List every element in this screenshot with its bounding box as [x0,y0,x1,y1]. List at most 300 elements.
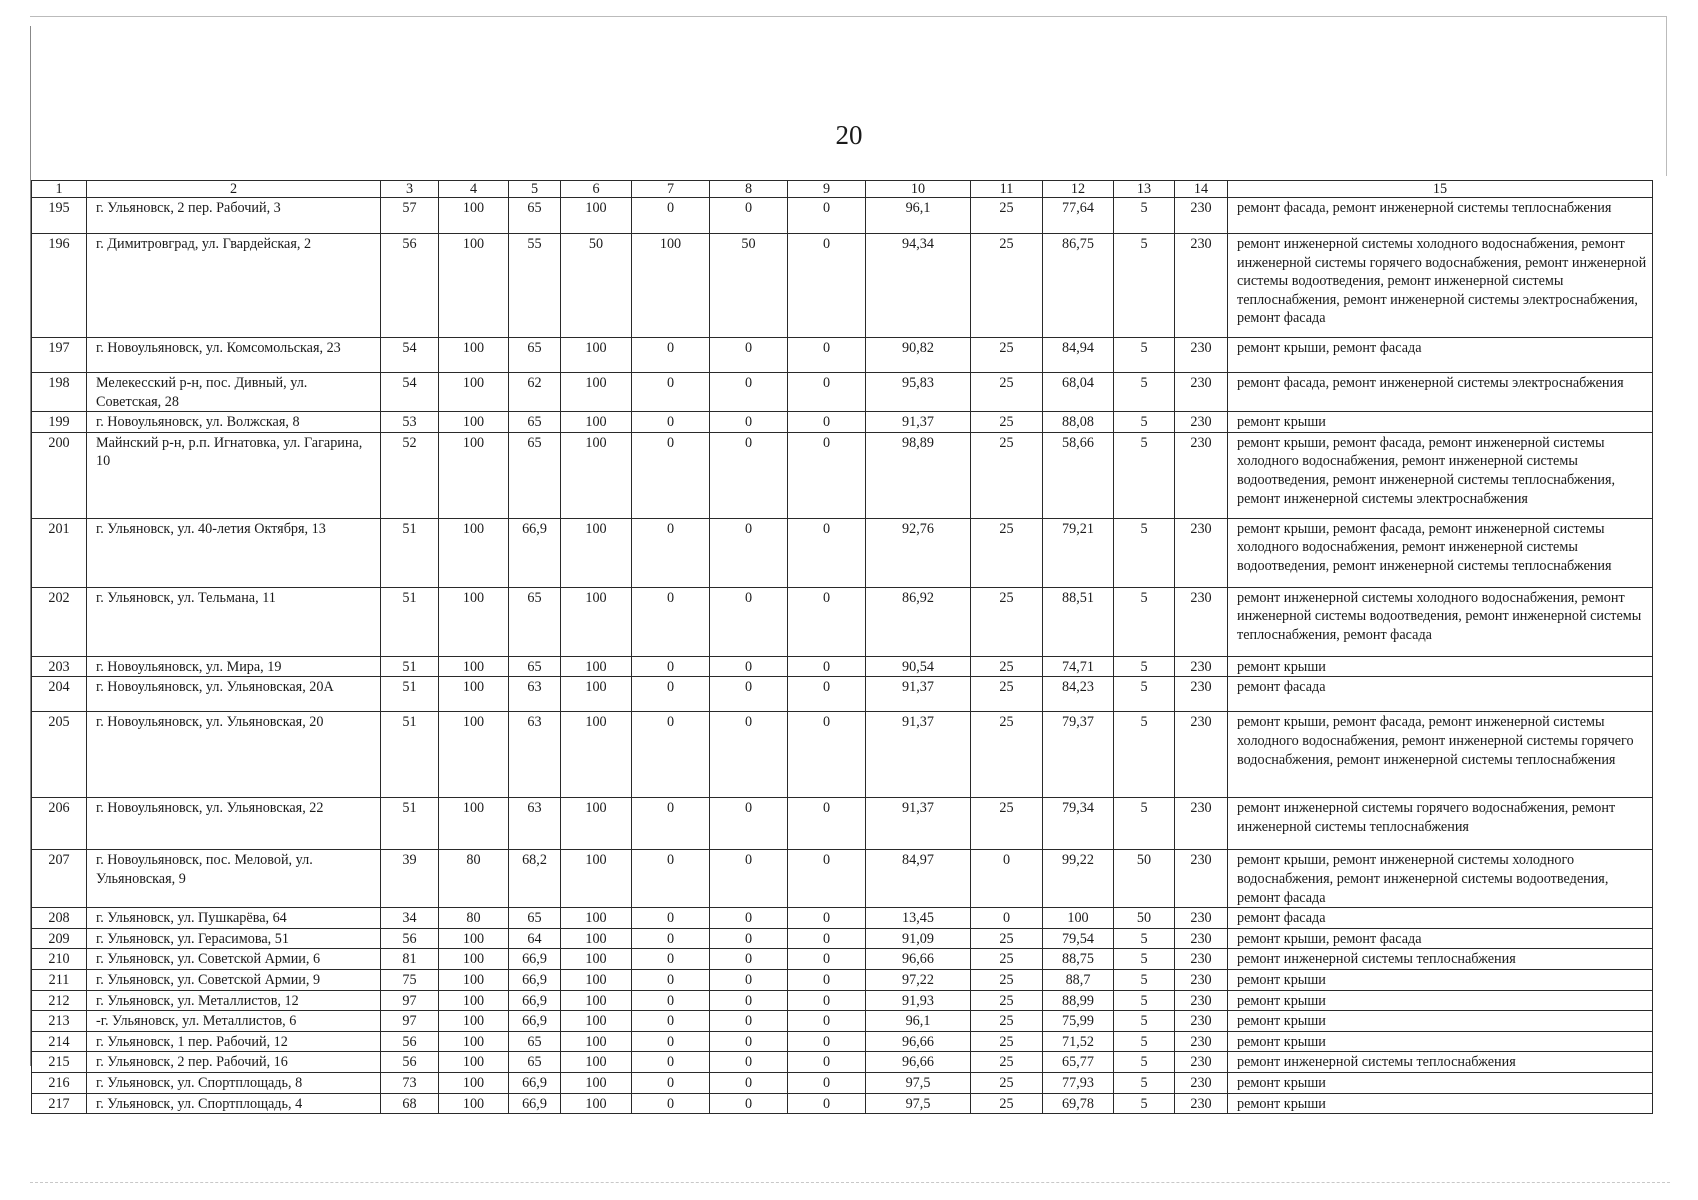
value-col-6: 100 [561,412,632,433]
value-col-10: 91,37 [866,798,971,850]
value-col-12: 88,08 [1043,412,1114,433]
value-col-4: 100 [439,1072,509,1093]
value-col-5: 65 [509,587,561,656]
value-col-9: 0 [788,338,866,373]
header-col-3: 3 [381,181,439,198]
works-cell: ремонт крыши [1228,1031,1653,1052]
value-col-13: 5 [1114,1072,1175,1093]
value-col-5: 66,9 [509,518,561,587]
value-col-7: 0 [632,1052,710,1073]
value-col-8: 0 [710,1031,788,1052]
value-col-14: 230 [1175,908,1228,929]
works-cell: ремонт крыши [1228,1072,1653,1093]
value-col-8: 0 [710,798,788,850]
value-col-5: 66,9 [509,949,561,970]
value-col-5: 55 [509,234,561,338]
value-col-6: 100 [561,373,632,412]
value-col-6: 100 [561,198,632,234]
housing-repair-table [31,180,1653,1114]
value-col-12: 65,77 [1043,1052,1114,1073]
header-col-8: 8 [710,181,788,198]
value-col-12: 79,37 [1043,712,1114,798]
value-col-8: 0 [710,1093,788,1114]
value-col-13: 5 [1114,1052,1175,1073]
table-header [32,181,1653,198]
value-col-11: 25 [971,798,1043,850]
value-col-5: 66,9 [509,1011,561,1032]
value-col-13: 5 [1114,1011,1175,1032]
value-col-3: 75 [381,969,439,990]
value-col-7: 0 [632,990,710,1011]
address-cell: г. Димитровград, ул. Гвардейская, 2 [87,234,381,338]
value-col-4: 100 [439,1093,509,1114]
value-col-9: 0 [788,234,866,338]
header-col-1: 1 [32,181,87,198]
address-cell: г. Ульяновск, ул. Металлистов, 12 [87,990,381,1011]
value-col-14: 230 [1175,928,1228,949]
value-col-11: 25 [971,587,1043,656]
value-col-13: 5 [1114,432,1175,518]
value-col-14: 230 [1175,798,1228,850]
row-number: 211 [32,969,87,990]
works-cell: ремонт инженерной системы холодного водоснабжения, ремонт инженерной системы горячего водоснабжения, ремонт инженерной системы водоотведения, ремонт инженерной системы теплоснабжения, ремонт инженерной системы электроснабжения, ремонт фасада [1228,234,1653,338]
page-top-rule [30,16,1666,17]
address-cell: Мелекесский р-н, пос. Дивный, ул. Советская, 28 [87,373,381,412]
value-col-4: 100 [439,412,509,433]
value-col-10: 13,45 [866,908,971,929]
value-col-8: 0 [710,338,788,373]
value-col-9: 0 [788,969,866,990]
row-number: 214 [32,1031,87,1052]
value-col-12: 75,99 [1043,1011,1114,1032]
value-col-4: 100 [439,373,509,412]
row-number: 215 [32,1052,87,1073]
table-row [32,1072,1653,1093]
works-cell: ремонт крыши, ремонт фасада, ремонт инженерной системы холодного водоснабжения, ремонт инженерной системы водоотведения, ремонт инженерной системы теплоснабжения [1228,518,1653,587]
value-col-3: 51 [381,712,439,798]
header-col-14: 14 [1175,181,1228,198]
value-col-11: 0 [971,850,1043,908]
value-col-12: 77,64 [1043,198,1114,234]
value-col-7: 0 [632,677,710,712]
value-col-11: 25 [971,412,1043,433]
value-col-4: 100 [439,518,509,587]
value-col-10: 97,5 [866,1093,971,1114]
address-cell: г. Ульяновск, ул. Спортплощадь, 8 [87,1072,381,1093]
value-col-12: 58,66 [1043,432,1114,518]
page-bottom-edge [30,1182,1670,1183]
value-col-9: 0 [788,656,866,677]
address-cell: г. Новоульяновск, ул. Комсомольская, 23 [87,338,381,373]
value-col-10: 96,1 [866,1011,971,1032]
value-col-4: 100 [439,969,509,990]
row-number: 213 [32,1011,87,1032]
value-col-13: 50 [1114,908,1175,929]
row-number: 196 [32,234,87,338]
value-col-11: 25 [971,432,1043,518]
value-col-12: 86,75 [1043,234,1114,338]
value-col-6: 100 [561,928,632,949]
value-col-12: 79,54 [1043,928,1114,949]
value-col-5: 65 [509,432,561,518]
table-row [32,908,1653,929]
value-col-13: 5 [1114,198,1175,234]
works-cell: ремонт фасада, ремонт инженерной системы электроснабжения [1228,373,1653,412]
works-cell: ремонт крыши, ремонт фасада, ремонт инженерной системы холодного водоснабжения, ремонт инженерной системы горячего водоснабжения, ремонт инженерной системы теплоснабжения [1228,712,1653,798]
value-col-13: 5 [1114,373,1175,412]
row-number: 206 [32,798,87,850]
value-col-4: 100 [439,656,509,677]
value-col-14: 230 [1175,518,1228,587]
works-cell: ремонт инженерной системы теплоснабжения [1228,949,1653,970]
value-col-10: 96,1 [866,198,971,234]
value-col-4: 100 [439,798,509,850]
value-col-7: 0 [632,712,710,798]
value-col-3: 51 [381,587,439,656]
value-col-11: 25 [971,338,1043,373]
row-number: 205 [32,712,87,798]
value-col-6: 100 [561,1093,632,1114]
value-col-10: 95,83 [866,373,971,412]
value-col-6: 100 [561,990,632,1011]
value-col-5: 68,2 [509,850,561,908]
page-number: 20 [835,120,863,150]
value-col-5: 65 [509,412,561,433]
value-col-3: 56 [381,1031,439,1052]
value-col-9: 0 [788,908,866,929]
value-col-8: 0 [710,712,788,798]
table-row [32,1011,1653,1032]
value-col-12: 84,23 [1043,677,1114,712]
value-col-3: 34 [381,908,439,929]
value-col-7: 0 [632,850,710,908]
value-col-4: 100 [439,587,509,656]
address-cell: г. Ульяновск, 2 пер. Рабочий, 16 [87,1052,381,1073]
value-col-5: 65 [509,1031,561,1052]
value-col-13: 5 [1114,798,1175,850]
value-col-8: 0 [710,969,788,990]
works-cell: ремонт крыши, ремонт инженерной системы холодного водоснабжения, ремонт инженерной системы водоотведения, ремонт фасада [1228,850,1653,908]
header-col-15: 15 [1228,181,1653,198]
value-col-7: 0 [632,1093,710,1114]
value-col-7: 0 [632,518,710,587]
value-col-6: 100 [561,908,632,929]
value-col-14: 230 [1175,1093,1228,1114]
value-col-7: 0 [632,198,710,234]
row-number: 197 [32,338,87,373]
value-col-10: 92,76 [866,518,971,587]
value-col-9: 0 [788,1052,866,1073]
value-col-11: 25 [971,1072,1043,1093]
header-col-10: 10 [866,181,971,198]
value-col-11: 25 [971,656,1043,677]
value-col-9: 0 [788,949,866,970]
value-col-7: 0 [632,928,710,949]
value-col-3: 54 [381,373,439,412]
value-col-7: 100 [632,234,710,338]
value-col-10: 86,92 [866,587,971,656]
table-row [32,198,1653,234]
value-col-14: 230 [1175,198,1228,234]
table-row [32,432,1653,518]
value-col-6: 100 [561,1072,632,1093]
value-col-11: 25 [971,198,1043,234]
value-col-13: 5 [1114,1031,1175,1052]
address-cell: г. Новоульяновск, ул. Волжская, 8 [87,412,381,433]
value-col-10: 97,5 [866,1072,971,1093]
value-col-5: 65 [509,198,561,234]
value-col-14: 230 [1175,1031,1228,1052]
row-number: 202 [32,587,87,656]
value-col-12: 88,51 [1043,587,1114,656]
value-col-11: 25 [971,1031,1043,1052]
value-col-14: 230 [1175,990,1228,1011]
value-col-8: 0 [710,432,788,518]
row-number: 210 [32,949,87,970]
value-col-14: 230 [1175,949,1228,970]
value-col-4: 100 [439,432,509,518]
row-number: 198 [32,373,87,412]
value-col-8: 0 [710,373,788,412]
table-row [32,1093,1653,1114]
header-col-2: 2 [87,181,381,198]
value-col-8: 0 [710,990,788,1011]
value-col-11: 25 [971,949,1043,970]
value-col-9: 0 [788,1011,866,1032]
value-col-7: 0 [632,969,710,990]
table-row [32,518,1653,587]
value-col-5: 66,9 [509,1072,561,1093]
works-cell: ремонт фасада, ремонт инженерной системы теплоснабжения [1228,198,1653,234]
value-col-14: 230 [1175,234,1228,338]
table-row [32,990,1653,1011]
value-col-10: 98,89 [866,432,971,518]
header-col-11: 11 [971,181,1043,198]
header-col-13: 13 [1114,181,1175,198]
value-col-10: 90,54 [866,656,971,677]
row-number: 204 [32,677,87,712]
value-col-9: 0 [788,432,866,518]
address-cell: г. Ульяновск, ул. Советской Армии, 6 [87,949,381,970]
value-col-6: 100 [561,850,632,908]
address-cell: г. Ульяновск, ул. Герасимова, 51 [87,928,381,949]
value-col-8: 0 [710,1052,788,1073]
value-col-6: 100 [561,518,632,587]
value-col-4: 100 [439,1031,509,1052]
value-col-8: 0 [710,656,788,677]
table-row [32,1031,1653,1052]
value-col-13: 5 [1114,990,1175,1011]
value-col-7: 0 [632,798,710,850]
works-cell: ремонт фасада [1228,677,1653,712]
value-col-9: 0 [788,990,866,1011]
value-col-9: 0 [788,850,866,908]
value-col-4: 100 [439,677,509,712]
value-col-13: 5 [1114,928,1175,949]
value-col-10: 91,93 [866,990,971,1011]
value-col-12: 84,94 [1043,338,1114,373]
value-col-3: 51 [381,656,439,677]
address-cell: г. Новоульяновск, ул. Ульяновская, 20 [87,712,381,798]
value-col-12: 68,04 [1043,373,1114,412]
address-cell: г. Ульяновск, ул. Пушкарёва, 64 [87,908,381,929]
value-col-14: 230 [1175,1011,1228,1032]
value-col-8: 0 [710,850,788,908]
value-col-7: 0 [632,1072,710,1093]
value-col-9: 0 [788,798,866,850]
value-col-4: 80 [439,908,509,929]
value-col-3: 51 [381,518,439,587]
row-number: 203 [32,656,87,677]
value-col-10: 94,34 [866,234,971,338]
value-col-11: 25 [971,234,1043,338]
value-col-12: 100 [1043,908,1114,929]
row-number: 200 [32,432,87,518]
value-col-4: 100 [439,234,509,338]
value-col-11: 25 [971,712,1043,798]
address-cell: г. Ульяновск, ул. 40-летия Октября, 13 [87,518,381,587]
value-col-12: 79,34 [1043,798,1114,850]
table-row [32,677,1653,712]
value-col-11: 25 [971,677,1043,712]
table-row [32,949,1653,970]
value-col-10: 91,09 [866,928,971,949]
value-col-5: 63 [509,677,561,712]
value-col-6: 100 [561,432,632,518]
value-col-7: 0 [632,412,710,433]
works-cell: ремонт крыши [1228,1093,1653,1114]
works-cell: ремонт крыши [1228,656,1653,677]
value-col-3: 53 [381,412,439,433]
value-col-9: 0 [788,412,866,433]
works-cell: ремонт крыши [1228,412,1653,433]
value-col-10: 91,37 [866,412,971,433]
value-col-4: 100 [439,990,509,1011]
value-col-4: 100 [439,1052,509,1073]
value-col-10: 84,97 [866,850,971,908]
value-col-6: 100 [561,587,632,656]
header-col-5: 5 [509,181,561,198]
value-col-5: 66,9 [509,990,561,1011]
value-col-14: 230 [1175,712,1228,798]
table-row [32,656,1653,677]
value-col-13: 5 [1114,677,1175,712]
address-cell: г. Ульяновск, 2 пер. Рабочий, 3 [87,198,381,234]
value-col-11: 0 [971,908,1043,929]
value-col-6: 100 [561,712,632,798]
value-col-7: 0 [632,432,710,518]
value-col-9: 0 [788,1093,866,1114]
value-col-12: 71,52 [1043,1031,1114,1052]
value-col-6: 100 [561,656,632,677]
value-col-8: 50 [710,234,788,338]
table-row [32,412,1653,433]
works-cell: ремонт крыши, ремонт фасада, ремонт инженерной системы холодного водоснабжения, ремонт инженерной системы водоотведения, ремонт инженерной системы теплоснабжения, ремонт инженерной системы электроснабжения [1228,432,1653,518]
value-col-8: 0 [710,928,788,949]
value-col-7: 0 [632,656,710,677]
header-col-9: 9 [788,181,866,198]
table-body [32,198,1653,1114]
table-row [32,338,1653,373]
value-col-4: 100 [439,198,509,234]
value-col-3: 56 [381,234,439,338]
value-col-3: 51 [381,677,439,712]
value-col-5: 65 [509,908,561,929]
value-col-3: 51 [381,798,439,850]
value-col-12: 74,71 [1043,656,1114,677]
value-col-13: 5 [1114,1093,1175,1114]
value-col-8: 0 [710,908,788,929]
value-col-10: 91,37 [866,712,971,798]
value-col-14: 230 [1175,412,1228,433]
row-number: 216 [32,1072,87,1093]
value-col-5: 65 [509,338,561,373]
value-col-7: 0 [632,949,710,970]
works-cell: ремонт крыши, ремонт фасада [1228,928,1653,949]
value-col-3: 97 [381,990,439,1011]
row-number: 199 [32,412,87,433]
header-row [32,181,1653,198]
value-col-3: 73 [381,1072,439,1093]
value-col-4: 100 [439,712,509,798]
works-cell: ремонт крыши [1228,990,1653,1011]
value-col-14: 230 [1175,677,1228,712]
address-cell: г. Новоульяновск, ул. Ульяновская, 20А [87,677,381,712]
value-col-9: 0 [788,712,866,798]
row-number: 208 [32,908,87,929]
value-col-10: 96,66 [866,1031,971,1052]
value-col-9: 0 [788,198,866,234]
page-right-rule [1666,16,1667,176]
address-cell: г. Новоульяновск, ул. Ульяновская, 22 [87,798,381,850]
value-col-12: 69,78 [1043,1093,1114,1114]
value-col-8: 0 [710,677,788,712]
value-col-10: 91,37 [866,677,971,712]
value-col-5: 66,9 [509,969,561,990]
header-col-12: 12 [1043,181,1114,198]
value-col-14: 230 [1175,587,1228,656]
value-col-11: 25 [971,928,1043,949]
value-col-8: 0 [710,412,788,433]
value-col-7: 0 [632,587,710,656]
value-col-12: 79,21 [1043,518,1114,587]
value-col-14: 230 [1175,1072,1228,1093]
value-col-9: 0 [788,1031,866,1052]
value-col-14: 230 [1175,373,1228,412]
works-cell: ремонт инженерной системы горячего водоснабжения, ремонт инженерной системы теплоснабжения [1228,798,1653,850]
value-col-8: 0 [710,518,788,587]
value-col-13: 5 [1114,712,1175,798]
value-col-7: 0 [632,908,710,929]
value-col-13: 5 [1114,587,1175,656]
value-col-12: 88,75 [1043,949,1114,970]
table-row [32,373,1653,412]
works-cell: ремонт крыши, ремонт фасада [1228,338,1653,373]
value-col-3: 57 [381,198,439,234]
value-col-12: 88,7 [1043,969,1114,990]
value-col-10: 96,66 [866,949,971,970]
value-col-3: 68 [381,1093,439,1114]
value-col-13: 5 [1114,656,1175,677]
value-col-7: 0 [632,1011,710,1032]
value-col-14: 230 [1175,1052,1228,1073]
value-col-11: 25 [971,1011,1043,1032]
value-col-11: 25 [971,373,1043,412]
value-col-6: 100 [561,677,632,712]
value-col-6: 100 [561,969,632,990]
value-col-9: 0 [788,677,866,712]
value-col-5: 64 [509,928,561,949]
